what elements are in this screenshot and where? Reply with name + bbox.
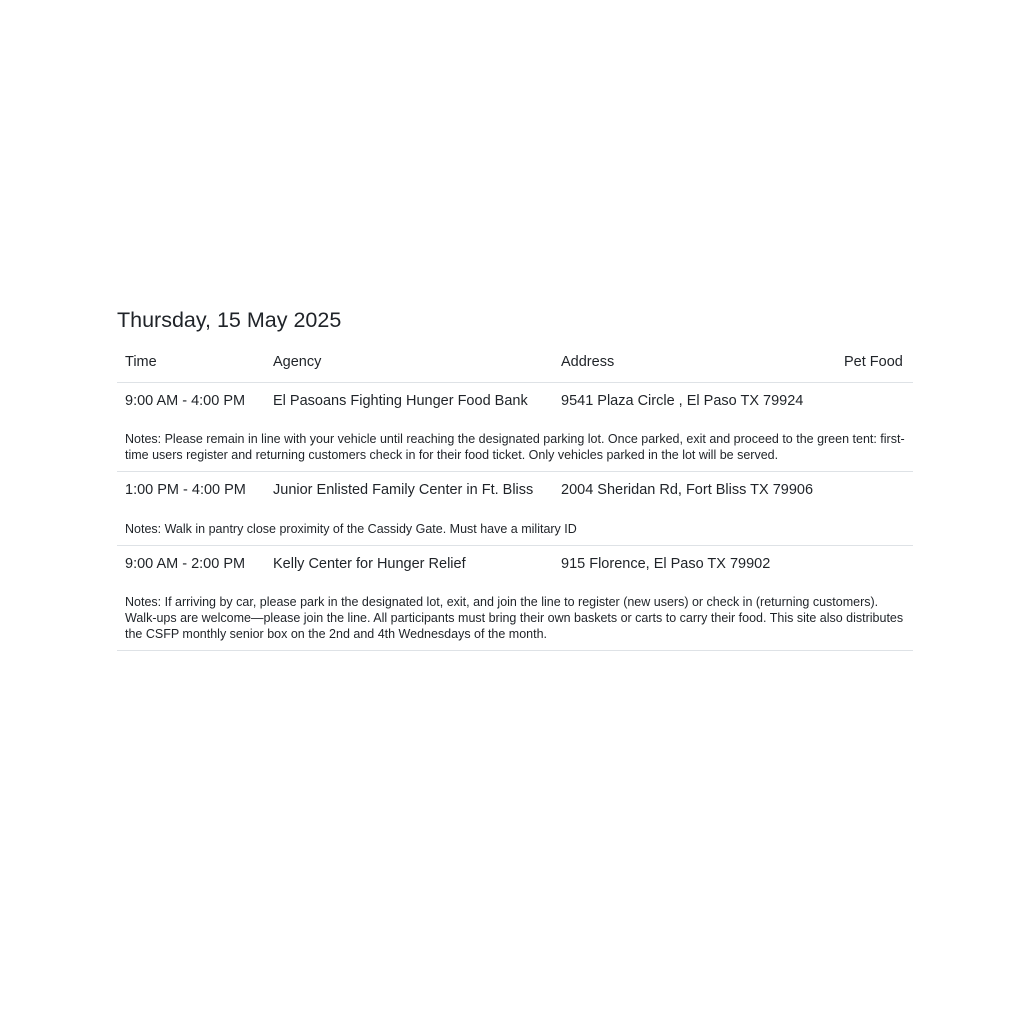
notes-cell: Notes: Please remain in line with your vehicle until reaching the designated parking lot. Once parked, exit and proceed to the green tent: first-time users register and returning customers check in for their food ticket. Only vehicles parked in the lot will be served. <box>117 419 913 472</box>
schedule-table <box>117 353 913 651</box>
time-cell: 9:00 AM - 4:00 PM <box>125 392 246 409</box>
notes-cell: Notes: Walk in pantry close proximity of the Cassidy Gate. Must have a military ID <box>117 509 913 546</box>
agency-cell: Kelly Center for Hunger Relief <box>273 555 466 572</box>
column-header-time: Time <box>117 353 265 382</box>
pet-food-cell <box>836 545 913 582</box>
address-cell: 9541 Plaza Circle , El Paso TX 79924 <box>561 392 804 409</box>
notes-row <box>117 419 913 472</box>
column-header-pet-food: Pet Food <box>836 353 913 382</box>
notes-row <box>117 509 913 546</box>
table-row <box>117 545 913 582</box>
notes-row <box>117 582 913 651</box>
table-row <box>117 382 913 419</box>
header-row <box>117 353 913 382</box>
table-header <box>117 353 913 382</box>
agency-cell: El Pasoans Fighting Hunger Food Bank <box>273 392 528 409</box>
column-header-agency: Agency <box>265 353 553 382</box>
address-cell: 2004 Sheridan Rd, Fort Bliss TX 79906 <box>561 482 814 498</box>
pet-food-cell <box>836 382 913 419</box>
agency-cell: Junior Enlisted Family Center in Ft. Bliss <box>273 482 534 498</box>
date-heading: Thursday, 15 May 2025 <box>117 308 342 332</box>
pet-food-cell <box>836 472 913 509</box>
table-row <box>117 472 913 509</box>
time-cell: 1:00 PM - 4:00 PM <box>125 482 246 498</box>
address-cell: 915 Florence, El Paso TX 79902 <box>561 555 771 572</box>
schedule-section <box>117 306 913 651</box>
notes-cell: Notes: If arriving by car, please park in the designated lot, exit, and join the line to register (new users) or check in (returning customers). Walk-ups are welcome—please join the line. All participants must bring their own baskets or carts to carry their food. This site also distributes the CSFP monthly senior box on the 2nd and 4th Wednesdays of the month. <box>117 582 913 651</box>
table-body <box>117 382 913 651</box>
time-cell: 9:00 AM - 2:00 PM <box>125 555 246 572</box>
column-header-address: Address <box>553 353 836 382</box>
